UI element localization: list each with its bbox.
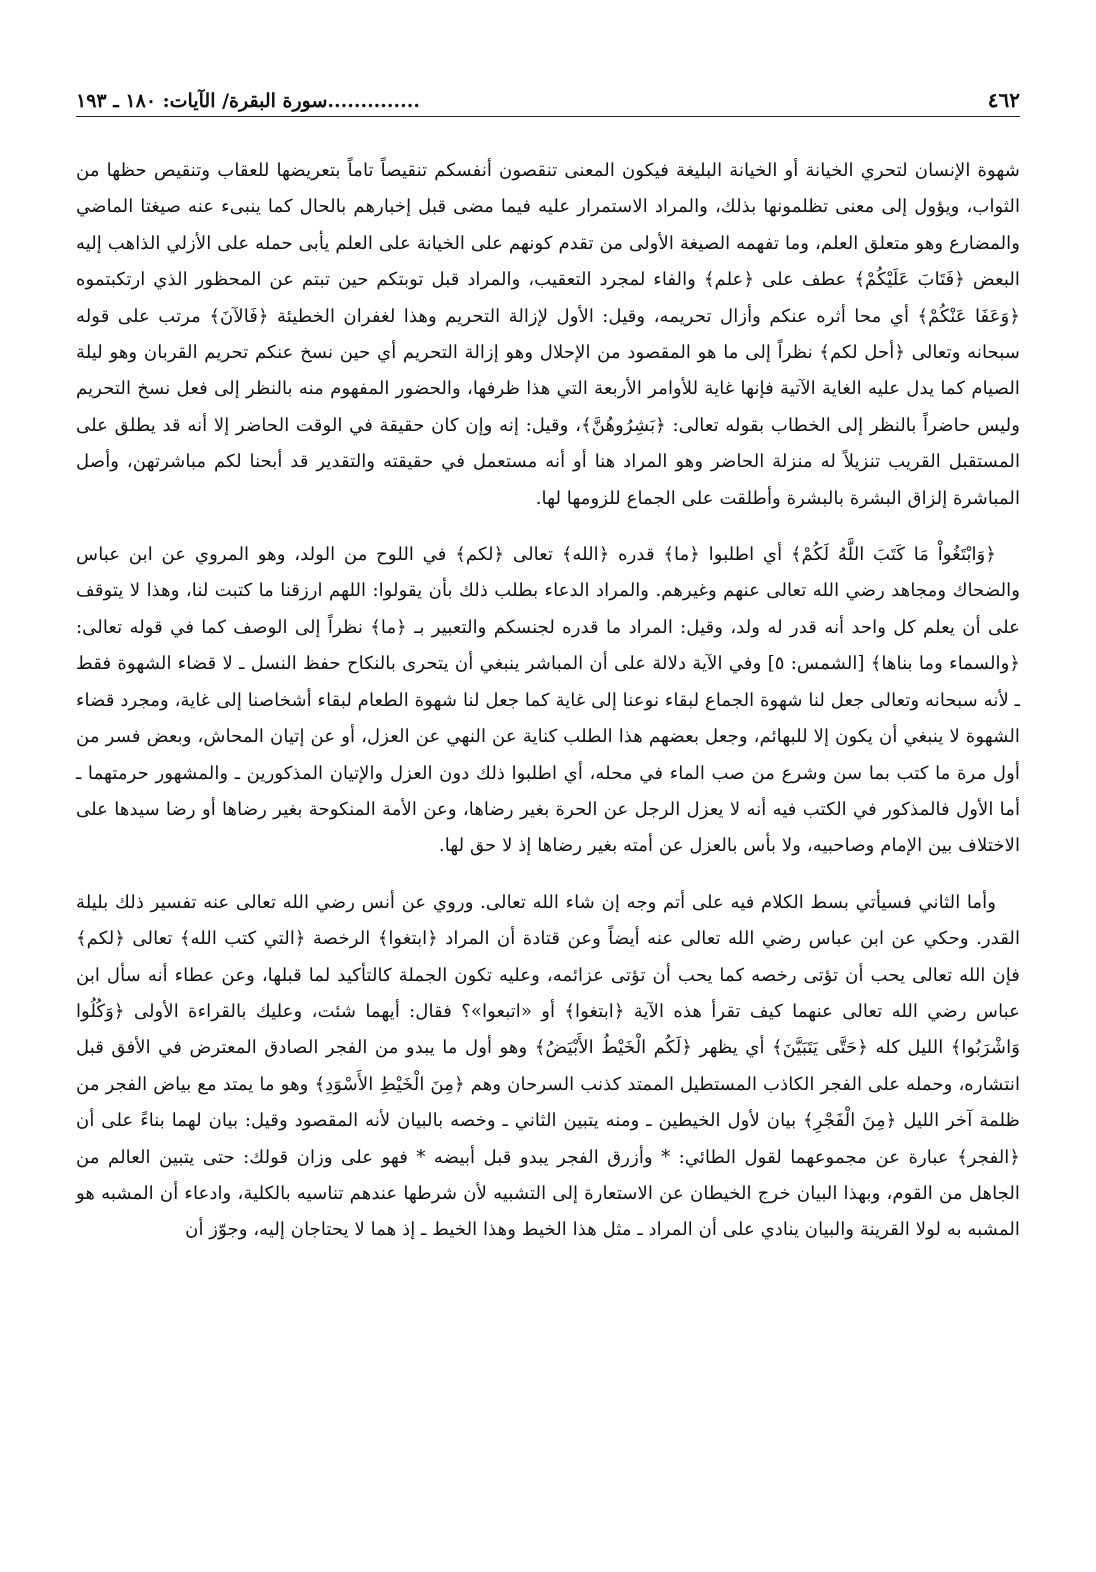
running-title: ..............سورة البقرة/ الآيات: ١٨٠ ـ ١٩٣: [76, 90, 420, 112]
running-head: [76, 78, 1020, 117]
paragraph-3: وأما الثاني فسيأتي بسط الكلام فيه على أتم وجه إن شاء الله تعالى. وروي عن أنس رضي الله تعالى عنه تفسير ذلك بليلة القدر. وحكي عن ابن عباس رضي الله تعالى عنه أيضاً وعن قتادة أن المراد ﴿ابتغوا﴾ الرخصة ﴿التي كتب الله﴾ تعالى ﴿لكم﴾ فإن الله تعالى يحب أن تؤتى رخصه كما يحب أن تؤتى عزائمه، وعليه تكون الجملة كالتأكيد لما قبلها، وعن عطاء أنه سأل ابن عباس رضي الله تعالى عنهما كيف تقرأ هذه الآية ﴿ابتغوا﴾ أو «اتبعوا»؟ فقال: أيهما شئت، وعليك بالقراءة الأولى ﴿وَكُلُوا وَاشْرَبُوا﴾ الليل كله ﴿حَتَّى يَتَبَيَّنَ﴾ أي يظهر ﴿لَكُم الْخَيْطُ الأَبْيَضُ﴾ وهو أول ما يبدو من الفجر الصادق المعترض في الأفق قبل انتشاره، وحمله على الفجر الكاذب المستطيل الممتد كذنب السرحان وهم ﴿مِنَ الْخَيْطِ الأَسْوَدِ﴾ وهو ما يمتد مع بياض الفجر من ظلمة آخر الليل ﴿مِنَ الْفَجْرِ﴾ بيان لأول الخيطين ـ ومنه يتبين الثاني ـ وخصه بالبيان لأنه المقصود وقيل: بيان لهما بناءً على أن ﴿الفجر﴾ عبارة عن مجموعهما لقول الطائي: * وأزرق الفجر يبدو قبل أبيضه * فهو على وزان قولك: حتى يتبين العالم من الجاهل من القوم، وبهذا البيان خرج الخيطان عن الاستعارة إلى التشبيه لأن شرطها عندهم تناسيه بالكلية، وادعاء أن المشبه هو المشبه به لولا القرينة والبيان ينادي على أن المراد ـ مثل هذا الخيط وهذا الخيط ـ إذ هما لا يحتاجان إليه، وجوّز أن: [76, 891, 1020, 1241]
body-text: [76, 153, 1020, 1249]
paragraph-1: شهوة الإنسان لتحري الخيانة أو الخيانة البليغة فيكون المعنى تنقصون أنفسكم تنقيصاً تاماً بتعريضها للعقاب وتنقيص حظها من الثواب، ويؤول إلى معنى تظلمونها بذلك، والمراد الاستمرار عليه فيما مضى قبل إخبارهم بالحال كما ينبىء عنه صيغتا الماضي والمضارع وهو متعلق العلم، وما تفهمه الصيغة الأولى من تقدم كونهم على الخيانة على العلم يأبى حمله على الأزلي الذاهب إليه البعض ﴿فَتَابَ عَلَيْكُمْ﴾ عطف على ﴿علم﴾ والفاء لمجرد التعقيب، والمراد قبل توبتكم حين تبتم عن المحظور الذي ارتكبتموه ﴿وَعَفَا عَنْكُمْ﴾ أي محا أثره عنكم وأزال تحريمه، وقيل: الأول لإزالة التحريم وهذا لغفران الخطيئة ﴿فَالآنَ﴾ مرتب على قوله سبحانه وتعالى ﴿أحل لكم﴾ نظراً إلى ما هو المقصود من الإحلال وهو إزالة التحريم أي حين نسخ عنكم تحريم القربان وهو ليلة الصيام كما يدل عليه الغاية الآتية فإنها غاية للأوامر الأربعة التي هذا ظرفها، والحضور المفهوم منه بالنظر إلى فعل نسخ التحريم وليس حاضراً بالنظر إلى الخطاب بقوله تعالى: ﴿بَشِرُوهُنَّ﴾، وقيل: إنه وإن كان حقيقة في الوقت الحاضر إلا أنه قد يطلق على المستقبل القريب تنزيلاً له منزلة الحاضر وهو المراد هنا أو أنه مستعمل في حقيقته والتقدير قد أبحنا لكم مباشرتهن، وأصل المباشرة إلزاق البشرة بالبشرة وأطلقت على الجماع للزومها لها.: [76, 160, 1020, 509]
page: [76, 78, 1020, 1552]
paragraph-2: ﴿وَابْتَغُواْ مَا كَتَبَ اللَّهُ لَكُمْ﴾ أي اطلبوا ﴿ما﴾ قدره ﴿الله﴾ تعالى ﴿لكم﴾ في اللوح من الولد، وهو المروي عن ابن عباس والضحاك ومجاهد رضي الله تعالى عنهم وغيرهم. والمراد الدعاء بطلب ذلك بأن يقولوا: اللهم ارزقنا ما كتبت لنا، وهذا لا يتوقف على أن يعلم كل واحد أنه قدر له ولد، وقيل: المراد ما قدره لجنسكم والتعبير بـ ﴿ما﴾ نظراً إلى الوصف كما في قوله تعالى: ﴿والسماء وما بناها﴾ [الشمس: ٥] وفي الآية دلالة على أن المباشر ينبغي أن يتحرى بالنكاح حفظ النسل ـ لا قضاء الشهوة فقط ـ لأنه سبحانه وتعالى جعل لنا شهوة الجماع لبقاء نوعنا إلى غاية كما جعل لنا شهوة الطعام لبقاء أشخاصنا إلى غاية، ومجرد قضاء الشهوة لا ينبغي أن يكون إلا للبهائم، وجعل بعضهم هذا الطلب كناية عن النهي عن العزل، أو عن إتيان المحاش، وبعض فسر من أول مرة ما كتب بما سن وشرع من صب الماء في محله، أي اطلبوا ذلك دون العزل والإتيان المذكورين ـ والمشهور حرمتهما ـ أما الأول فالمذكور في الكتب فيه أنه لا يعزل الرجل عن الحرة بغير رضاها، وعن الأمة المنكوحة بغير رضاها أو رضا سيدها على الاختلاف بين الإمام وصاحبيه، ولا بأس بالعزل عن أمته بغير رضاها إذ لا حق لها.: [76, 544, 1021, 857]
page-number: ٤٦٢: [987, 88, 1020, 112]
